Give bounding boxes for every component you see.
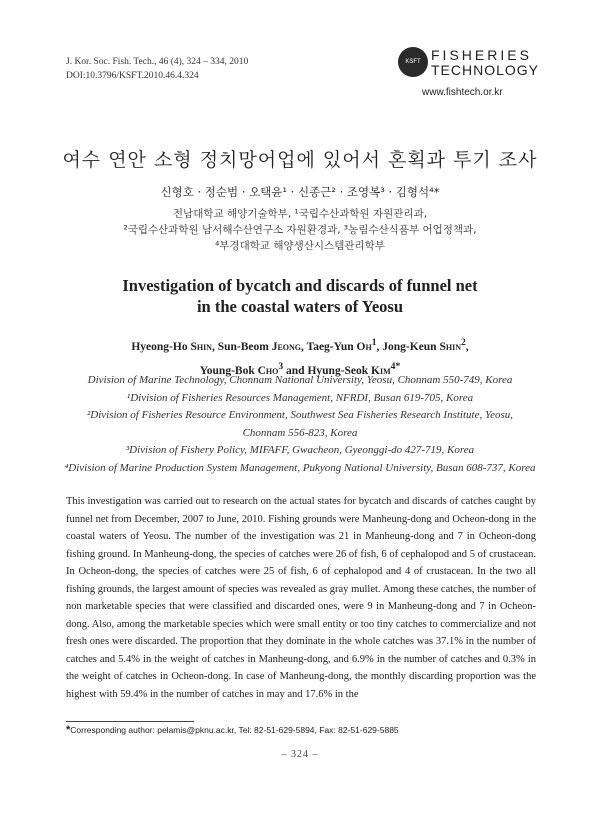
author: Taeg-Yun Oh$^1$, xyxy=(306,337,383,353)
ksft-logo-icon: KSFT xyxy=(398,47,428,77)
korean-affiliation-line: 전남대학교 해양기술학부, ¹국립수산과학원 자원관리과, xyxy=(172,208,428,220)
english-title-line: in the coastal waters of Yeosu xyxy=(196,297,404,316)
footnote-divider xyxy=(66,721,194,722)
english-title xyxy=(40,275,560,317)
author: Hyung-Seok Kim$^{4*}$ xyxy=(307,360,401,377)
journal-brand xyxy=(398,47,538,102)
brand-line-2: TECHNOLOGY xyxy=(431,62,540,78)
journal-line: J. Kor. Soc. Fish. Tech., 46 (4), 324 – 334, 2010 xyxy=(66,57,249,67)
english-affiliation-line: ³Division of Fishery Policy, MIFAFF, Gwacheon, Gyeonggi-do 427-719, Korea xyxy=(125,444,475,456)
author: Jong-Keun Shin$^2$, xyxy=(382,337,469,353)
author-line xyxy=(40,333,560,357)
page-number: – 324 – xyxy=(281,749,319,760)
korean-title: 여수 연안 소형 정치망어업에 있어서 혼획과 투기 조사 xyxy=(62,149,538,171)
english-affiliation-line: Chonnam 556-823, Korea xyxy=(242,426,358,439)
english-affiliation-line: ⁴Division of Marine Production System Management, Pukyong National University, Busan 608-737, Korea xyxy=(64,461,536,474)
english-affiliation-line: Division of Marine Technology, Chonnam National University, Yeosu, Chonnam 550-749, Korea xyxy=(87,374,513,386)
english-title-line: Investigation of bycatch and discards of funnel net xyxy=(122,276,478,295)
corresponding-author-footnote xyxy=(66,724,399,736)
english-affiliations xyxy=(40,372,560,477)
english-affiliation-line: ¹Division of Fisheries Resources Management, NFRDI, Busan 619-705, Korea xyxy=(126,391,474,404)
english-affiliation-line: ²Division of Fisheries Resource Environment, Southwest Sea Fisheries Research Institute, Yeosu, xyxy=(86,409,514,421)
korean-affiliation-line: ²국립수산과학원 남서해수산연구소 자원환경과, ³농림수산식품부 어업정책과, xyxy=(123,224,477,236)
author: Hyeong-Ho Shin, xyxy=(131,340,218,353)
brand-line-1: FISHERIES xyxy=(431,47,532,63)
abstract-text: This investigation was carried out to research on the actual states for bycatch and discards of catches caught by funnel net from December, 2007 to June, 2010. Fishing grounds were Manheung-dong and Ocheon-dong in the coastal waters of Yeosu. The number of the investigation was 21 in Manheung-dong and 7 in Ocheon-dong fishing ground. In Manheung-dong, the species of catches were 26 of fish, 6 of cephalopod and 5 of crustacean. In Ocheon-dong, the species of catches were 25 of fish, 6 of cephalopod and 4 of crustacean. In the two all fishing grounds, the largest amount of species was revealed as gray mullet. Among these catches, the number of non marketable species that were classified and discarded ones, were 9 in Manheung-dong and 7 in Ocheon-dong. Also, among the marketable species which were small entity or too tiny catches to commercialize and not fresh ones were discarded. The proportion that they dominate in the whole catches was 37.1% in the number of catches and 5.4% in the weight of catches in Manheung-dong, and 6.9% in the number of catches and 0.3% in the weight of catches in Ocheon-dong. In case of Manheung-dong, the monthly discarding proportion was the highest with 59.4% in the number of catches in may and 17.6% in the xyxy=(66,496,536,700)
footnote-marker: * xyxy=(66,724,71,736)
brand-url: www.fishtech.or.kr xyxy=(422,87,503,98)
journal-citation xyxy=(66,55,248,83)
footnote-text: Corresponding author: pelamis@pknu.ac.kr, Tel: 82-51-629-5894, Fax: 82-51-629-5885 xyxy=(70,725,399,735)
doi-line: DOI:10.3796/KSFT.2010.46.4.324 xyxy=(66,71,199,81)
author: Young-Bok Cho$^3$ and xyxy=(199,360,308,377)
author: Sun-Beom Jeong, xyxy=(217,340,307,353)
korean-affiliation-line: ⁴부경대학교 해양생산시스템관리학부 xyxy=(215,240,385,252)
korean-authors: 신형호 · 정순범 · 오택윤¹ · 신종근² · 조영복³ · 김형석⁴* xyxy=(160,185,440,199)
korean-affiliations xyxy=(40,206,560,254)
